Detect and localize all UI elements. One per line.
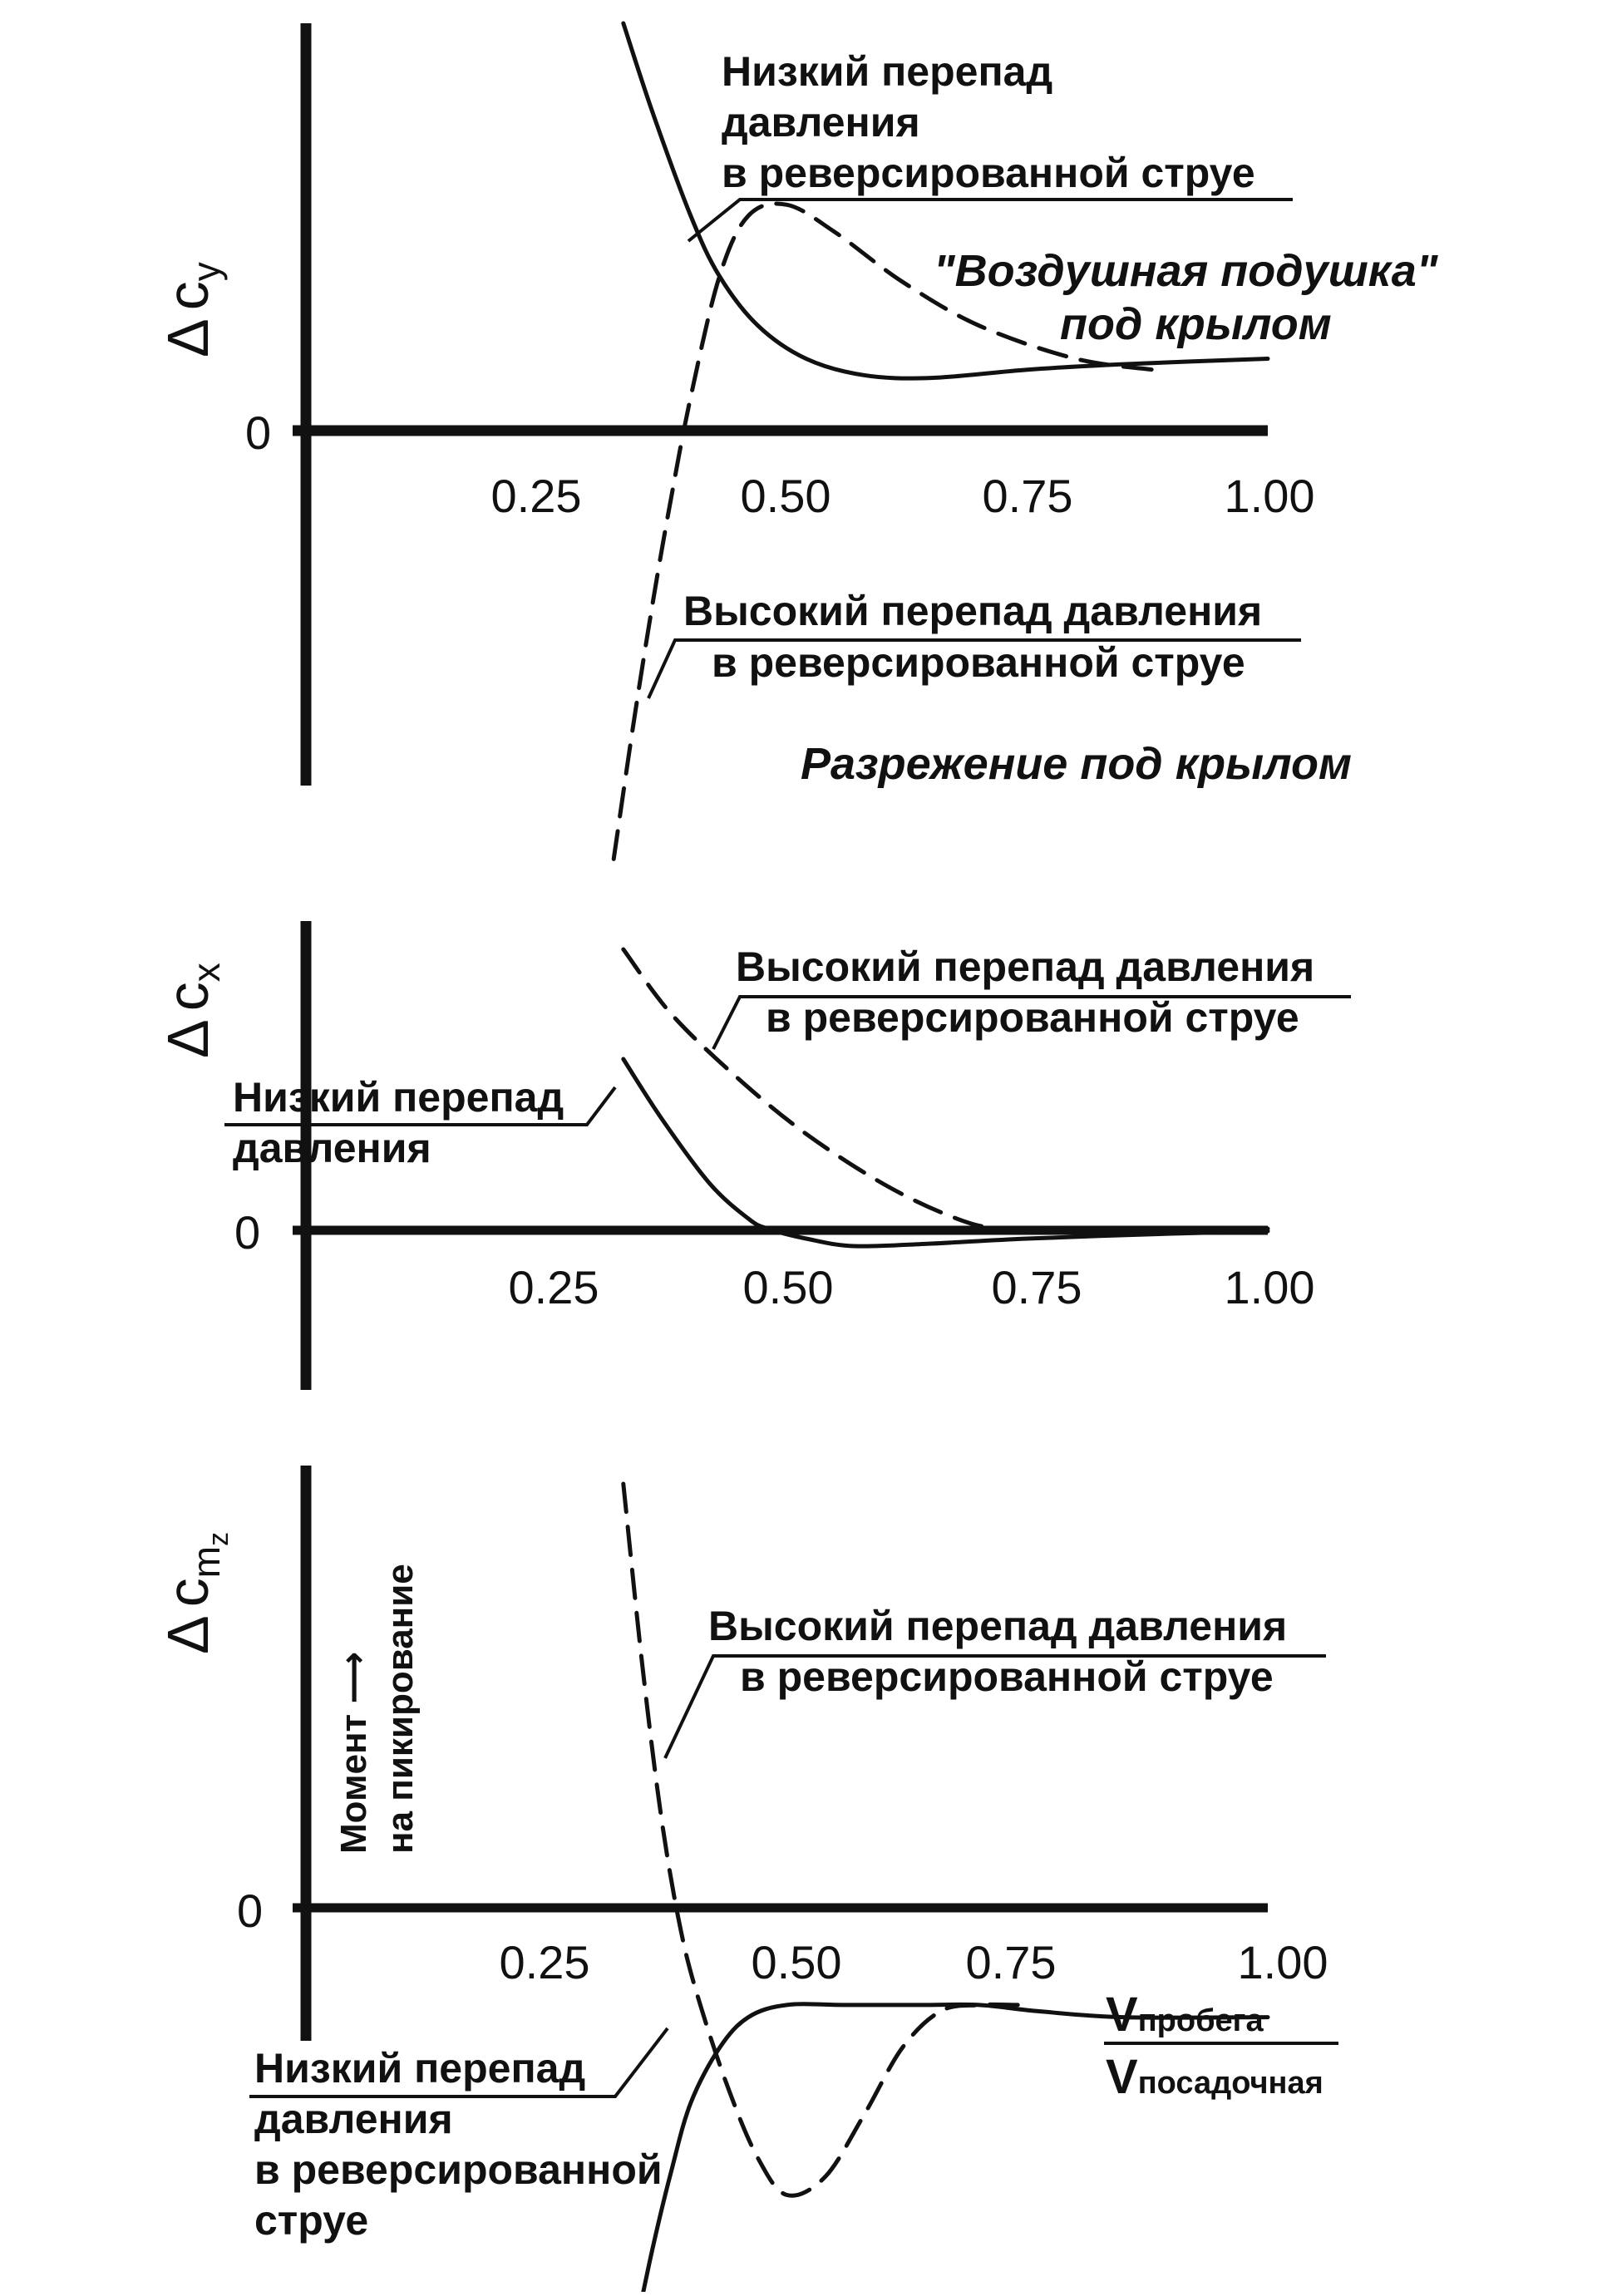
delta-symbol: Δ [155,1615,220,1654]
svg-text:Момент ⟶: Момент ⟶ [333,1651,374,1854]
svg-text:на пикирование: на пикирование [380,1564,421,1854]
ylabel-sub: m [185,1545,228,1579]
svg-text:Высокий перепад давления: Высокий перепад давления [708,1603,1288,1649]
series-label-high [665,1603,1326,1758]
series-label-high [713,944,1351,1049]
series-line-low [624,1059,1268,1246]
ylabel-var: c [155,982,220,1012]
panel-delta-cx [155,921,1351,1390]
svg-text:Низкий перепад: Низкий перепад [254,2045,586,2092]
svg-text:в реверсированной струе: в реверсированной струе [740,1653,1274,1700]
series-label-low [688,48,1293,241]
ylabel-var: c [155,281,220,311]
x-tick-label: 1.00 [1237,1936,1328,1988]
zero-label: 0 [245,406,272,459]
x-tick-label: 1.00 [1224,470,1315,522]
series-label-high [648,588,1301,698]
x-tick-label: 1.00 [1224,1261,1315,1313]
svg-text:Низкий перепад: Низкий перепад [722,48,1053,95]
x-tick-label: 0.25 [508,1261,599,1313]
x-tick-label: 0.50 [742,1261,834,1313]
x-tick-labels [491,470,1315,522]
svg-text:давления: давления [722,99,920,145]
series-line-high [624,949,1268,1229]
svg-text:Δcmz [155,1532,234,1654]
delta-symbol: Δ [155,1019,220,1058]
series-layer [622,948,1269,1248]
x-tick-label: 0.50 [751,1936,842,1988]
x-tick-label: 0.75 [965,1936,1057,1988]
svg-text:Δcy [155,262,228,357]
x-tick-label: 0.50 [740,470,831,522]
x-axis-label-fraction [1104,1988,1338,2104]
svg-text:в реверсированной струе: в реверсированной струе [722,150,1255,196]
ylabel-sub: x [185,963,228,983]
delta-symbol: Δ [155,318,220,357]
series-label-low [249,2028,668,2244]
svg-text:Высокий перепад давления: Высокий перепад давления [736,944,1315,990]
svg-text:в реверсированной струе: в реверсированной струе [712,639,1245,686]
svg-text:в реверсированной: в реверсированной [254,2146,663,2193]
series-layer [612,22,1269,860]
annotation-cushion [934,246,1439,349]
panel-delta-cmz [155,1466,1338,2292]
svg-text:"Воздушная подушка": "Воздушная подушка" [934,246,1438,296]
zero-label: 0 [237,1885,264,1937]
x-tick-label: 0.25 [490,470,582,522]
y-axis-label [155,963,228,1058]
series-label-low [224,1074,615,1171]
zero-label: 0 [234,1206,261,1259]
svg-text:Vпробега: Vпробега [1106,1988,1264,2042]
svg-text:давления: давления [254,2096,453,2142]
svg-text:Vпосадочная: Vпосадочная [1106,2050,1323,2104]
x-tick-labels [500,1936,1328,1988]
x-tick-labels [509,1261,1315,1313]
annotation-suction: Разрежение под крылом [801,739,1352,789]
svg-text:Высокий перепад давления: Высокий перепад давления [683,588,1263,634]
x-tick-label: 0.75 [982,470,1073,522]
y-axis-label [155,262,228,357]
panel-delta-cy [155,22,1439,860]
ylabel-var: c [155,1578,220,1608]
ylabel-subsub: z [203,1531,234,1546]
series-line-high [624,1484,1018,2195]
svg-text:Низкий перепад: Низкий перепад [233,1074,564,1121]
svg-text:под крылом: под крылом [1060,299,1332,349]
y-axis-label [155,1532,234,1654]
svg-text:в реверсированной струе: в реверсированной струе [766,994,1299,1041]
svg-text:давления: давления [233,1125,431,1171]
moment-label [333,1564,421,1854]
svg-text:Δcx [155,963,228,1058]
series-line-low [633,2004,1268,2292]
x-tick-label: 0.25 [499,1936,590,1988]
ylabel-sub: y [185,262,228,282]
svg-text:струе: струе [254,2197,369,2244]
x-tick-label: 0.75 [991,1261,1082,1313]
